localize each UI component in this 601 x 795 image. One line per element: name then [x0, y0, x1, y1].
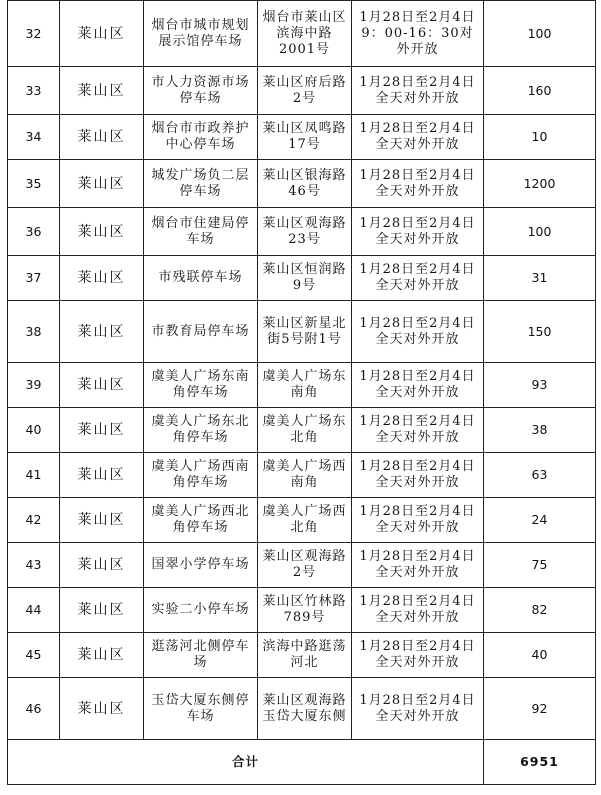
district-cell: 莱山区 [60, 208, 144, 256]
hours-cell: 1月28日至2月4日全天对外开放 [352, 408, 484, 453]
district-cell: 莱山区 [60, 256, 144, 301]
total-spaces: 6951 [484, 740, 596, 785]
row-number: 45 [8, 633, 60, 678]
district-cell: 莱山区 [60, 301, 144, 363]
district-cell: 莱山区 [60, 543, 144, 588]
table-row [8, 1, 596, 67]
parking-name-cell: 市残联停车场 [144, 256, 258, 301]
hours-cell: 1月28日至2月4日全天对外开放 [352, 363, 484, 408]
hours-cell: 1月28日至2月4日全天对外开放 [352, 160, 484, 208]
address-cell: 莱山区凤鸣路17号 [258, 115, 352, 160]
district-cell: 莱山区 [60, 67, 144, 115]
spaces-cell: 40 [484, 633, 596, 678]
table-row [8, 498, 596, 543]
spaces-cell: 100 [484, 208, 596, 256]
total-label: 合计 [8, 740, 484, 785]
hours-cell: 1月28日至2月4日全天对外开放 [352, 67, 484, 115]
district-cell: 莱山区 [60, 115, 144, 160]
district-cell: 莱山区 [60, 498, 144, 543]
address-cell: 莱山区竹林路789号 [258, 588, 352, 633]
hours-cell: 1月28日至2月4日全天对外开放 [352, 115, 484, 160]
district-cell: 莱山区 [60, 588, 144, 633]
row-number: 35 [8, 160, 60, 208]
table-row [8, 160, 596, 208]
spaces-cell: 160 [484, 67, 596, 115]
district-cell: 莱山区 [60, 633, 144, 678]
hours-cell: 1月28日至2月4日9：00-16：30对外开放 [352, 1, 484, 67]
address-cell: 莱山区新星北街5号附1号 [258, 301, 352, 363]
parking-lot-table [7, 0, 596, 785]
parking-name-cell: 国翠小学停车场 [144, 543, 258, 588]
spaces-cell: 92 [484, 678, 596, 740]
parking-name-cell: 逛荡河北侧停车场 [144, 633, 258, 678]
parking-name-cell: 玉岱大厦东侧停车场 [144, 678, 258, 740]
parking-name-cell: 市人力资源市场停车场 [144, 67, 258, 115]
district-cell: 莱山区 [60, 1, 144, 67]
district-cell: 莱山区 [60, 408, 144, 453]
hours-cell: 1月28日至2月4日全天对外开放 [352, 633, 484, 678]
address-cell: 莱山区恒润路9号 [258, 256, 352, 301]
row-number: 36 [8, 208, 60, 256]
table-row [8, 408, 596, 453]
spaces-cell: 24 [484, 498, 596, 543]
address-cell: 虞美人广场西南角 [258, 453, 352, 498]
hours-cell: 1月28日至2月4日全天对外开放 [352, 588, 484, 633]
table-row [8, 301, 596, 363]
spaces-cell: 82 [484, 588, 596, 633]
parking-name-cell: 市教育局停车场 [144, 301, 258, 363]
table-row [8, 208, 596, 256]
total-row [8, 740, 596, 785]
parking-name-cell: 虞美人广场东南角停车场 [144, 363, 258, 408]
district-cell: 莱山区 [60, 363, 144, 408]
address-cell: 虞美人广场西北角 [258, 498, 352, 543]
address-cell: 烟台市莱山区滨海中路2001号 [258, 1, 352, 67]
hours-cell: 1月28日至2月4日全天对外开放 [352, 256, 484, 301]
address-cell: 虞美人广场东北角 [258, 408, 352, 453]
spaces-cell: 1200 [484, 160, 596, 208]
district-cell: 莱山区 [60, 160, 144, 208]
district-cell: 莱山区 [60, 453, 144, 498]
row-number: 40 [8, 408, 60, 453]
table-row [8, 115, 596, 160]
table-row [8, 363, 596, 408]
row-number: 32 [8, 1, 60, 67]
row-number: 39 [8, 363, 60, 408]
spaces-cell: 93 [484, 363, 596, 408]
parking-name-cell: 烟台市住建局停车场 [144, 208, 258, 256]
address-cell: 莱山区府后路2号 [258, 67, 352, 115]
hours-cell: 1月28日至2月4日全天对外开放 [352, 498, 484, 543]
row-number: 37 [8, 256, 60, 301]
row-number: 46 [8, 678, 60, 740]
hours-cell: 1月28日至2月4日全天对外开放 [352, 301, 484, 363]
hours-cell: 1月28日至2月4日全天对外开放 [352, 453, 484, 498]
table-row [8, 543, 596, 588]
row-number: 38 [8, 301, 60, 363]
row-number: 44 [8, 588, 60, 633]
table-body [8, 1, 596, 740]
table-row [8, 453, 596, 498]
parking-name-cell: 烟台市城市规划展示馆停车场 [144, 1, 258, 67]
spaces-cell: 100 [484, 1, 596, 67]
table-row [8, 633, 596, 678]
address-cell: 莱山区观海路2号 [258, 543, 352, 588]
row-number: 41 [8, 453, 60, 498]
parking-name-cell: 虞美人广场西北角停车场 [144, 498, 258, 543]
table-row [8, 67, 596, 115]
address-cell: 滨海中路逛荡河北 [258, 633, 352, 678]
parking-name-cell: 烟台市市政养护中心停车场 [144, 115, 258, 160]
table-row [8, 588, 596, 633]
spaces-cell: 150 [484, 301, 596, 363]
row-number: 42 [8, 498, 60, 543]
address-cell: 虞美人广场东南角 [258, 363, 352, 408]
parking-name-cell: 城发广场负二层停车场 [144, 160, 258, 208]
district-cell: 莱山区 [60, 678, 144, 740]
row-number: 43 [8, 543, 60, 588]
row-number: 33 [8, 67, 60, 115]
address-cell: 莱山区观海路玉岱大厦东侧 [258, 678, 352, 740]
hours-cell: 1月28日至2月4日全天对外开放 [352, 208, 484, 256]
row-number: 34 [8, 115, 60, 160]
table-row [8, 678, 596, 740]
spaces-cell: 63 [484, 453, 596, 498]
spaces-cell: 75 [484, 543, 596, 588]
parking-name-cell: 虞美人广场西南角停车场 [144, 453, 258, 498]
address-cell: 莱山区观海路23号 [258, 208, 352, 256]
parking-name-cell: 实验二小停车场 [144, 588, 258, 633]
hours-cell: 1月28日至2月4日全天对外开放 [352, 678, 484, 740]
table-row [8, 256, 596, 301]
parking-name-cell: 虞美人广场东北角停车场 [144, 408, 258, 453]
spaces-cell: 31 [484, 256, 596, 301]
spaces-cell: 38 [484, 408, 596, 453]
address-cell: 莱山区银海路46号 [258, 160, 352, 208]
hours-cell: 1月28日至2月4日全天对外开放 [352, 543, 484, 588]
spaces-cell: 10 [484, 115, 596, 160]
